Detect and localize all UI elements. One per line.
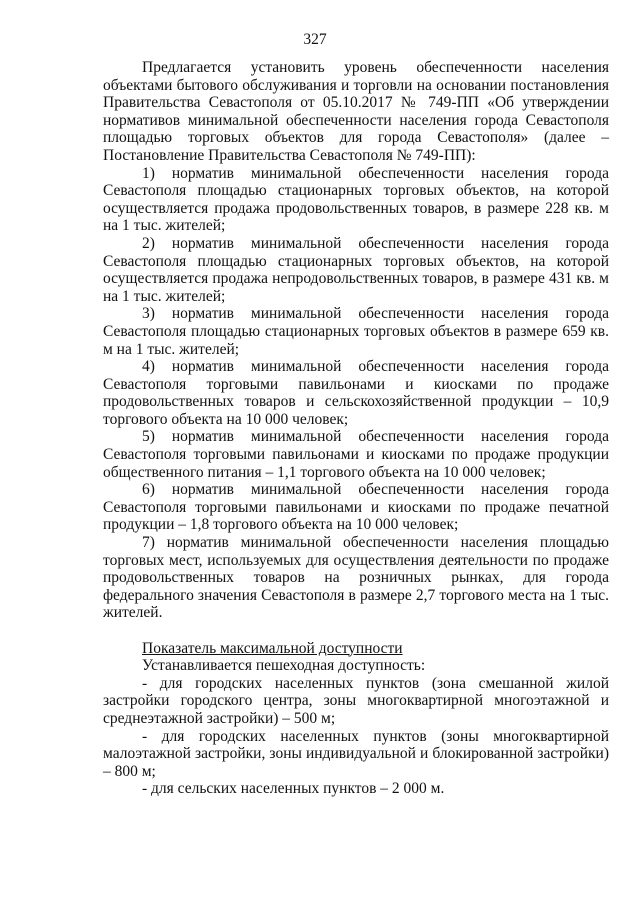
accessibility-item-urban-lowrise: - для городских населенных пунктов (зоны многоквартирной малоэтажной застройки, зоны индивидуальной и блокированной застройки) – 800 м; xyxy=(103,727,609,780)
norm-item-4: 4) норматив минимальной обеспеченности населения города Севастополя торговыми павильонами и киосками по продаже продовольственных товаров и сельскохозяйственной продукции – 10,9 торгового объекта на 10 000 человек; xyxy=(103,358,609,428)
norm-item-1: 1) норматив минимальной обеспеченности населения города Севастополя площадью стационарных торговых объектов, на которой осуществляется продажа продовольственных товаров, в размере 228 кв. м на 1 тыс. жителей; xyxy=(103,164,609,235)
document-body xyxy=(103,59,609,798)
norm-item-2: 2) норматив минимальной обеспеченности населения города Севастополя площадью стационарных торговых объектов, на которой осуществляется продажа непродовольственных товаров, в размере 431 кв. м на 1 тыс. жителей; xyxy=(103,234,609,305)
section-heading xyxy=(103,640,609,658)
accessibility-item-rural: - для сельских населенных пунктов – 2 000 м. xyxy=(142,780,445,798)
intro-paragraph: Предлагается установить уровень обеспеченности населения объектами бытового обслуживания и торговли на основании постановления Правительства Севастополя от 05.10.2017 № 749-ПП «Об утверждении нормативов минимальной обеспеченности населения города Севастополя площадью торговых объектов для города Севастополя» (далее – Постановление Правительства Севастополя № 749-ПП): xyxy=(103,59,609,164)
accessibility-item-urban-center: - для городских населенных пунктов (зона смешанной жилой застройки городского центра, зоны многоквартирной многоэтажной и среднеэтажной застройки) – 500 м; xyxy=(103,674,609,727)
page-number: 327 xyxy=(303,31,327,48)
norm-item-7: 7) норматив минимальной обеспеченности населения площадью торговых мест, используемых для осуществления деятельности по продаже продовольственных товаров на розничных рынках, для города федерального значения Севастополя в размере 2,7 торгового места на 1 тыс. жителей. xyxy=(103,534,609,622)
norm-item-6: 6) норматив минимальной обеспеченности населения города Севастополя торговыми павильонами и киосками по продаже печатной продукции – 1,8 торгового объекта на 10 000 человек; xyxy=(103,481,609,534)
accessibility-lead: Устанавливается пешеходная доступность: xyxy=(142,657,426,675)
norm-item-5: 5) норматив минимальной обеспеченности населения города Севастополя торговыми павильонами и киосками по продаже продукции общественного питания – 1,1 торгового объекта на 10 000 человек; xyxy=(103,428,609,481)
norm-item-3: 3) норматив минимальной обеспеченности населения города Севастополя площадью стационарных торговых объектов в размере 659 кв. м на 1 тыс. жителей; xyxy=(103,305,609,358)
section-heading-text: Показатель максимальной доступности xyxy=(142,639,403,657)
